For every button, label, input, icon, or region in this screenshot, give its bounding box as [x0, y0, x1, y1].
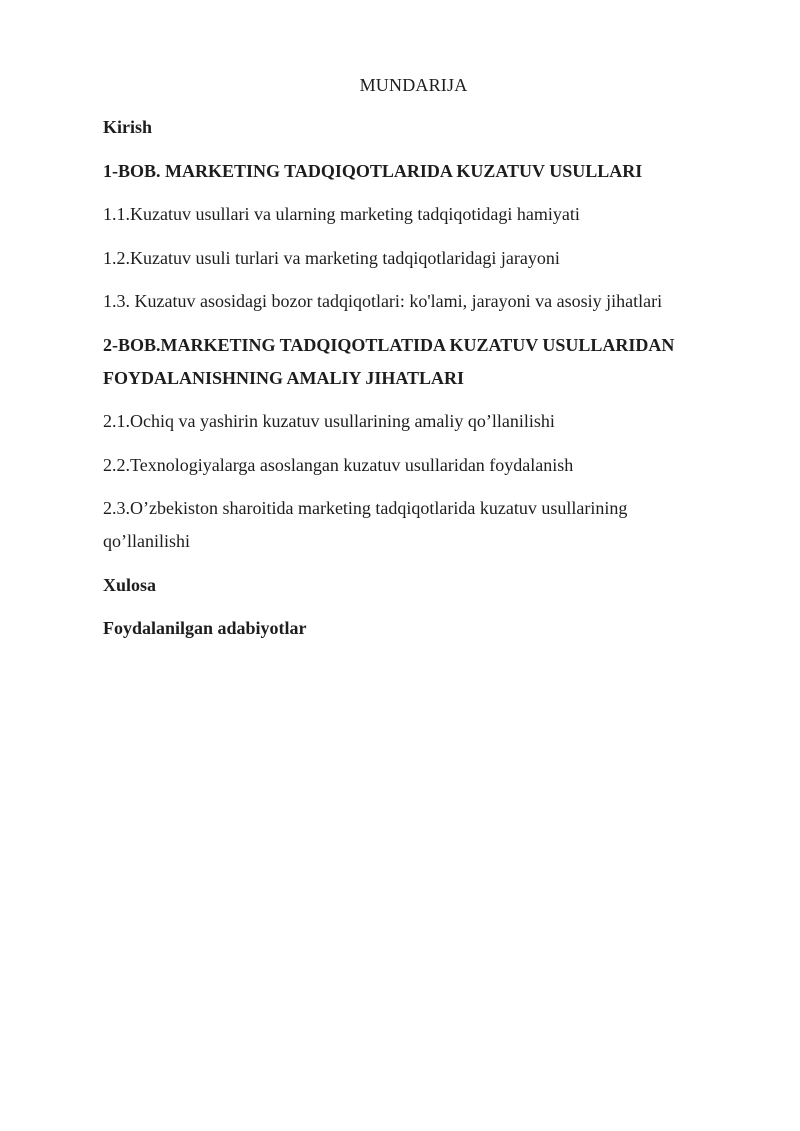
toc-line: 1.3. Kuzatuv asosidagi bozor tadqiqotlari: ko'lami, jarayoni va asosiy jihatlari: [103, 291, 663, 311]
toc-item-2-2: [103, 449, 724, 482]
toc-line: 2.2.Texnologiyalarga asoslangan kuzatuv usullaridan foydalanish: [103, 454, 574, 475]
toc-line: 1.2.Kuzatuv usuli turlari va marketing tadqiqotlaridagi jarayoni: [103, 247, 560, 268]
toc-line: 2.1.Ochiq va yashirin kuzatuv usullarining amaliy qo’llanilishi: [103, 411, 555, 431]
toc-item-adabiyotlar: [103, 612, 724, 645]
toc-line: FOYDALANISHNING AMALIY JIHATLARI: [103, 367, 465, 388]
toc-item-chapter-2: [103, 329, 724, 395]
toc-line: 2-BOB.MARKETING TADQIQOTLATIDA KUZATUV USULLARIDAN: [103, 334, 675, 355]
toc-line: 1-BOB. MARKETING TADQIQOTLARIDA KUZATUV USULLARI: [103, 160, 643, 181]
toc-item-xulosa: [103, 569, 724, 602]
page-title: MUNDARIJA: [359, 75, 468, 95]
toc-item-1-3: [103, 285, 724, 318]
toc-line: Foydalanilgan adabiyotlar: [103, 618, 307, 638]
toc-item-1-1: [103, 198, 724, 231]
toc-line: Kirish: [103, 117, 153, 137]
toc-item-1-2: [103, 242, 724, 275]
toc-line: 1.1.Kuzatuv usullari va ularning marketing tadqiqotidagi hamiyati: [103, 204, 580, 224]
table-of-contents: [103, 111, 724, 645]
toc-item-chapter-1: [103, 155, 724, 188]
toc-line: Xulosa: [103, 574, 157, 595]
toc-line: 2.3.O’zbekiston sharoitida marketing tadqiqotlarida kuzatuv usullarining: [103, 498, 628, 518]
toc-item-2-3: [103, 492, 724, 558]
toc-item-kirish: [103, 111, 724, 144]
toc-line: qo’llanilishi: [103, 531, 190, 551]
toc-item-2-1: [103, 405, 724, 438]
